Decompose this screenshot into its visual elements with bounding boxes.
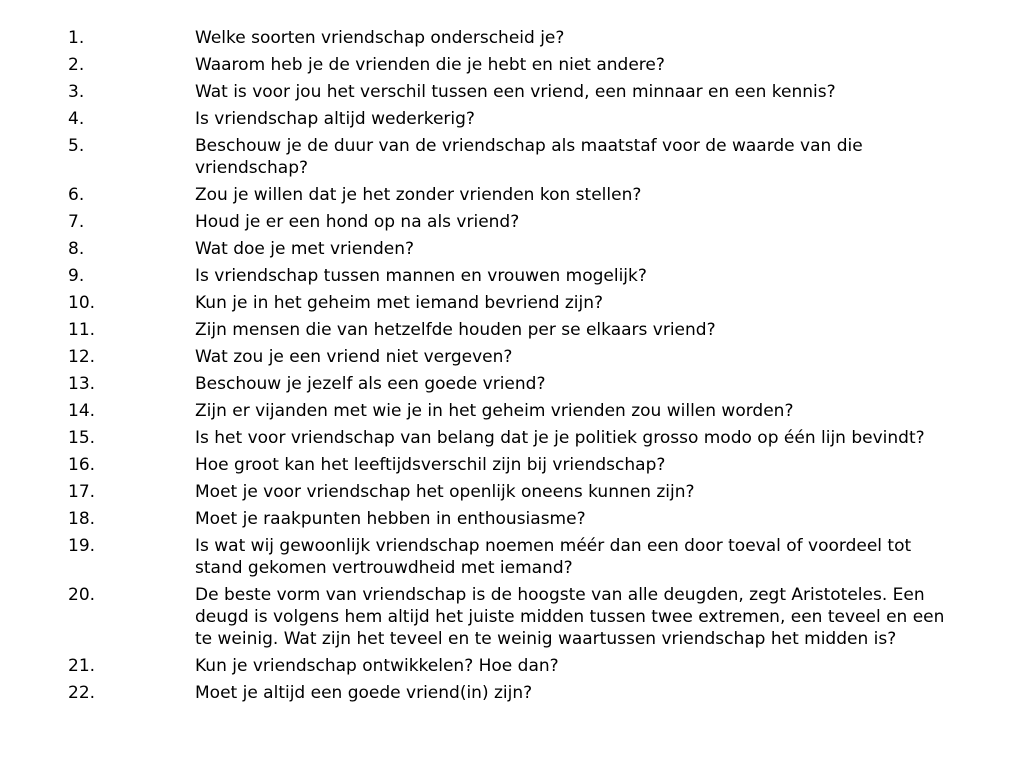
question-number: 22. [68, 683, 96, 703]
question-number: 21. [68, 656, 96, 676]
question-item [68, 584, 958, 650]
question-item [68, 373, 958, 395]
question-item [68, 346, 958, 368]
question-item [68, 319, 958, 341]
question-number: 14. [68, 401, 96, 421]
question-number: 10. [68, 293, 96, 313]
question-text: De beste vorm van vriendschap is de hoogste van alle deugden, zegt Aristoteles. Een deugd is volgens hem altijd het juiste midden tussen twee extremen, een teveel en een te weinig. Wat zijn het teveel en te weinig waartussen vriendschap het midden is? [195, 585, 945, 649]
question-item [68, 135, 958, 179]
question-text: Hoe groot kan het leeftijdsverschil zijn bij vriendschap? [195, 455, 666, 475]
question-number: 20. [68, 585, 96, 605]
question-item [68, 81, 958, 103]
question-item [68, 265, 958, 287]
question-text: Wat is voor jou het verschil tussen een vriend, een minnaar en een kennis? [195, 82, 836, 102]
question-list [68, 27, 958, 709]
question-text: Beschouw je de duur van de vriendschap als maatstaf voor de waarde van die vriendschap? [195, 136, 863, 178]
question-number: 7. [68, 212, 85, 232]
question-number: 16. [68, 455, 96, 475]
question-number: 5. [68, 136, 85, 156]
question-item [68, 211, 958, 233]
question-number: 15. [68, 428, 96, 448]
question-number: 4. [68, 109, 85, 129]
question-text: Zijn er vijanden met wie je in het geheim vrienden zou willen worden? [195, 401, 794, 421]
question-text: Wat zou je een vriend niet vergeven? [195, 347, 513, 367]
question-item [68, 54, 958, 76]
question-text: Wat doe je met vrienden? [195, 239, 414, 259]
question-text: Is vriendschap tussen mannen en vrouwen mogelijk? [195, 266, 647, 286]
question-number: 12. [68, 347, 96, 367]
question-text: Welke soorten vriendschap onderscheid je? [195, 28, 565, 48]
question-item [68, 535, 958, 579]
question-item [68, 481, 958, 503]
question-number: 6. [68, 185, 85, 205]
question-text: Zou je willen dat je het zonder vrienden kon stellen? [195, 185, 642, 205]
question-item [68, 427, 958, 449]
question-item [68, 454, 958, 476]
question-number: 9. [68, 266, 85, 286]
question-item [68, 238, 958, 260]
question-number: 18. [68, 509, 96, 529]
question-item [68, 184, 958, 206]
question-text: Moet je voor vriendschap het openlijk oneens kunnen zijn? [195, 482, 695, 502]
question-text: Kun je in het geheim met iemand bevriend zijn? [195, 293, 604, 313]
question-item [68, 682, 958, 704]
question-number: 3. [68, 82, 85, 102]
question-item [68, 27, 958, 49]
question-number: 1. [68, 28, 85, 48]
question-text: Is vriendschap altijd wederkerig? [195, 109, 475, 129]
question-number: 11. [68, 320, 96, 340]
question-text: Is wat wij gewoonlijk vriendschap noemen méér dan een door toeval of voordeel tot stand gekomen vertrouwdheid met iemand? [195, 536, 912, 578]
question-item [68, 655, 958, 677]
question-item [68, 292, 958, 314]
question-text: Kun je vriendschap ontwikkelen? Hoe dan? [195, 656, 559, 676]
question-number: 2. [68, 55, 85, 75]
question-text: Beschouw je jezelf als een goede vriend? [195, 374, 546, 394]
question-number: 19. [68, 536, 96, 556]
question-text: Zijn mensen die van hetzelfde houden per se elkaars vriend? [195, 320, 716, 340]
question-item [68, 400, 958, 422]
question-text: Houd je er een hond op na als vriend? [195, 212, 520, 232]
question-text: Waarom heb je de vrienden die je hebt en niet andere? [195, 55, 665, 75]
question-text: Moet je raakpunten hebben in enthousiasme? [195, 509, 586, 529]
question-item [68, 108, 958, 130]
question-number: 8. [68, 239, 85, 259]
question-item [68, 508, 958, 530]
question-text: Is het voor vriendschap van belang dat je je politiek grosso modo op één lijn bevindt? [195, 428, 925, 448]
question-text: Moet je altijd een goede vriend(in) zijn? [195, 683, 533, 703]
question-number: 13. [68, 374, 96, 394]
question-number: 17. [68, 482, 96, 502]
